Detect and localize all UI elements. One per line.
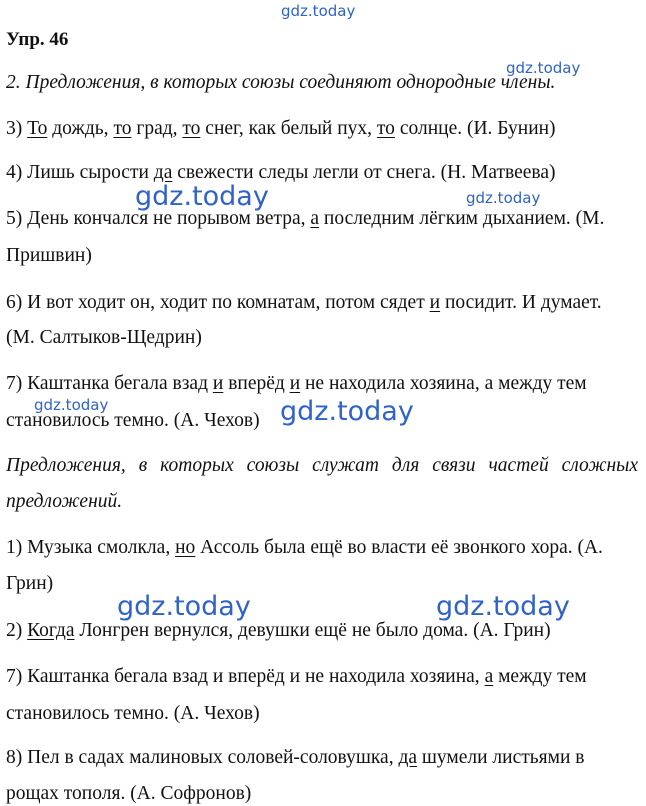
sentence-g2-2: 2) Когда Лонгрен вернулся, девушки ещё не было дома. (А. Грин) bbox=[6, 620, 551, 641]
watermark: gdz.today bbox=[117, 591, 251, 622]
sentence-g2-1-cont: Грин) bbox=[6, 573, 54, 594]
group1-heading: 2. Предложения, в которых союзы соединяют однородные члены. bbox=[6, 72, 556, 93]
sentence-g2-1: 1) Музыка смолкла, но Ассоль была ещё во власти её звонкого хора. (А. bbox=[6, 537, 603, 558]
watermark: gdz.today bbox=[135, 181, 269, 212]
sentence-6: 6) И вот ходит он, ходит по комнатам, потом сядет и посидит. И думает. bbox=[6, 292, 602, 313]
watermark: gdz.today bbox=[281, 2, 356, 20]
sentence-g2-8-cont: рощах тополя. (А. Софронов) bbox=[6, 783, 252, 804]
sentence-4: 4) Лишь сырости да свежести следы легли от снега. (Н. Матвеева) bbox=[6, 162, 556, 183]
watermark: gdz.today bbox=[466, 189, 541, 207]
sentence-g2-7-cont: становилось темно. (А. Чехов) bbox=[6, 703, 260, 724]
sentence-6-cont: (М. Салтыков-Щедрин) bbox=[6, 327, 202, 348]
sentence-7-cont: становилось темно. (А. Чехов) bbox=[6, 410, 260, 431]
sentence-5-cont: Пришвин) bbox=[6, 245, 92, 266]
sentence-g2-8: 8) Пел в садах малиновых соловей-соловушка, да шумели листьями в bbox=[6, 747, 585, 768]
sentence-5: 5) День кончался не порывом ветра, а последним лёгким дыханием. (М. bbox=[6, 208, 605, 229]
group2-heading-cont: предложений. bbox=[6, 491, 123, 512]
sentence-7: 7) Каштанка бегала взад и вперёд и не находила хозяина, а между тем bbox=[6, 373, 587, 394]
watermark: gdz.today bbox=[34, 396, 109, 414]
watermark: gdz.today bbox=[280, 396, 414, 427]
sentence-g2-7: 7) Каштанка бегала взад и вперёд и не находила хозяина, а между тем bbox=[6, 666, 587, 687]
exercise-title: Упр. 46 bbox=[6, 29, 69, 50]
watermark: gdz.today bbox=[506, 59, 581, 77]
group2-heading: Предложения, в которых союзы служат для связи частей сложных bbox=[6, 455, 638, 476]
watermark: gdz.today bbox=[436, 591, 570, 622]
sentence-3: 3) То дождь, то град, то снег, как белый пух, то солнце. (И. Бунин) bbox=[6, 118, 556, 139]
